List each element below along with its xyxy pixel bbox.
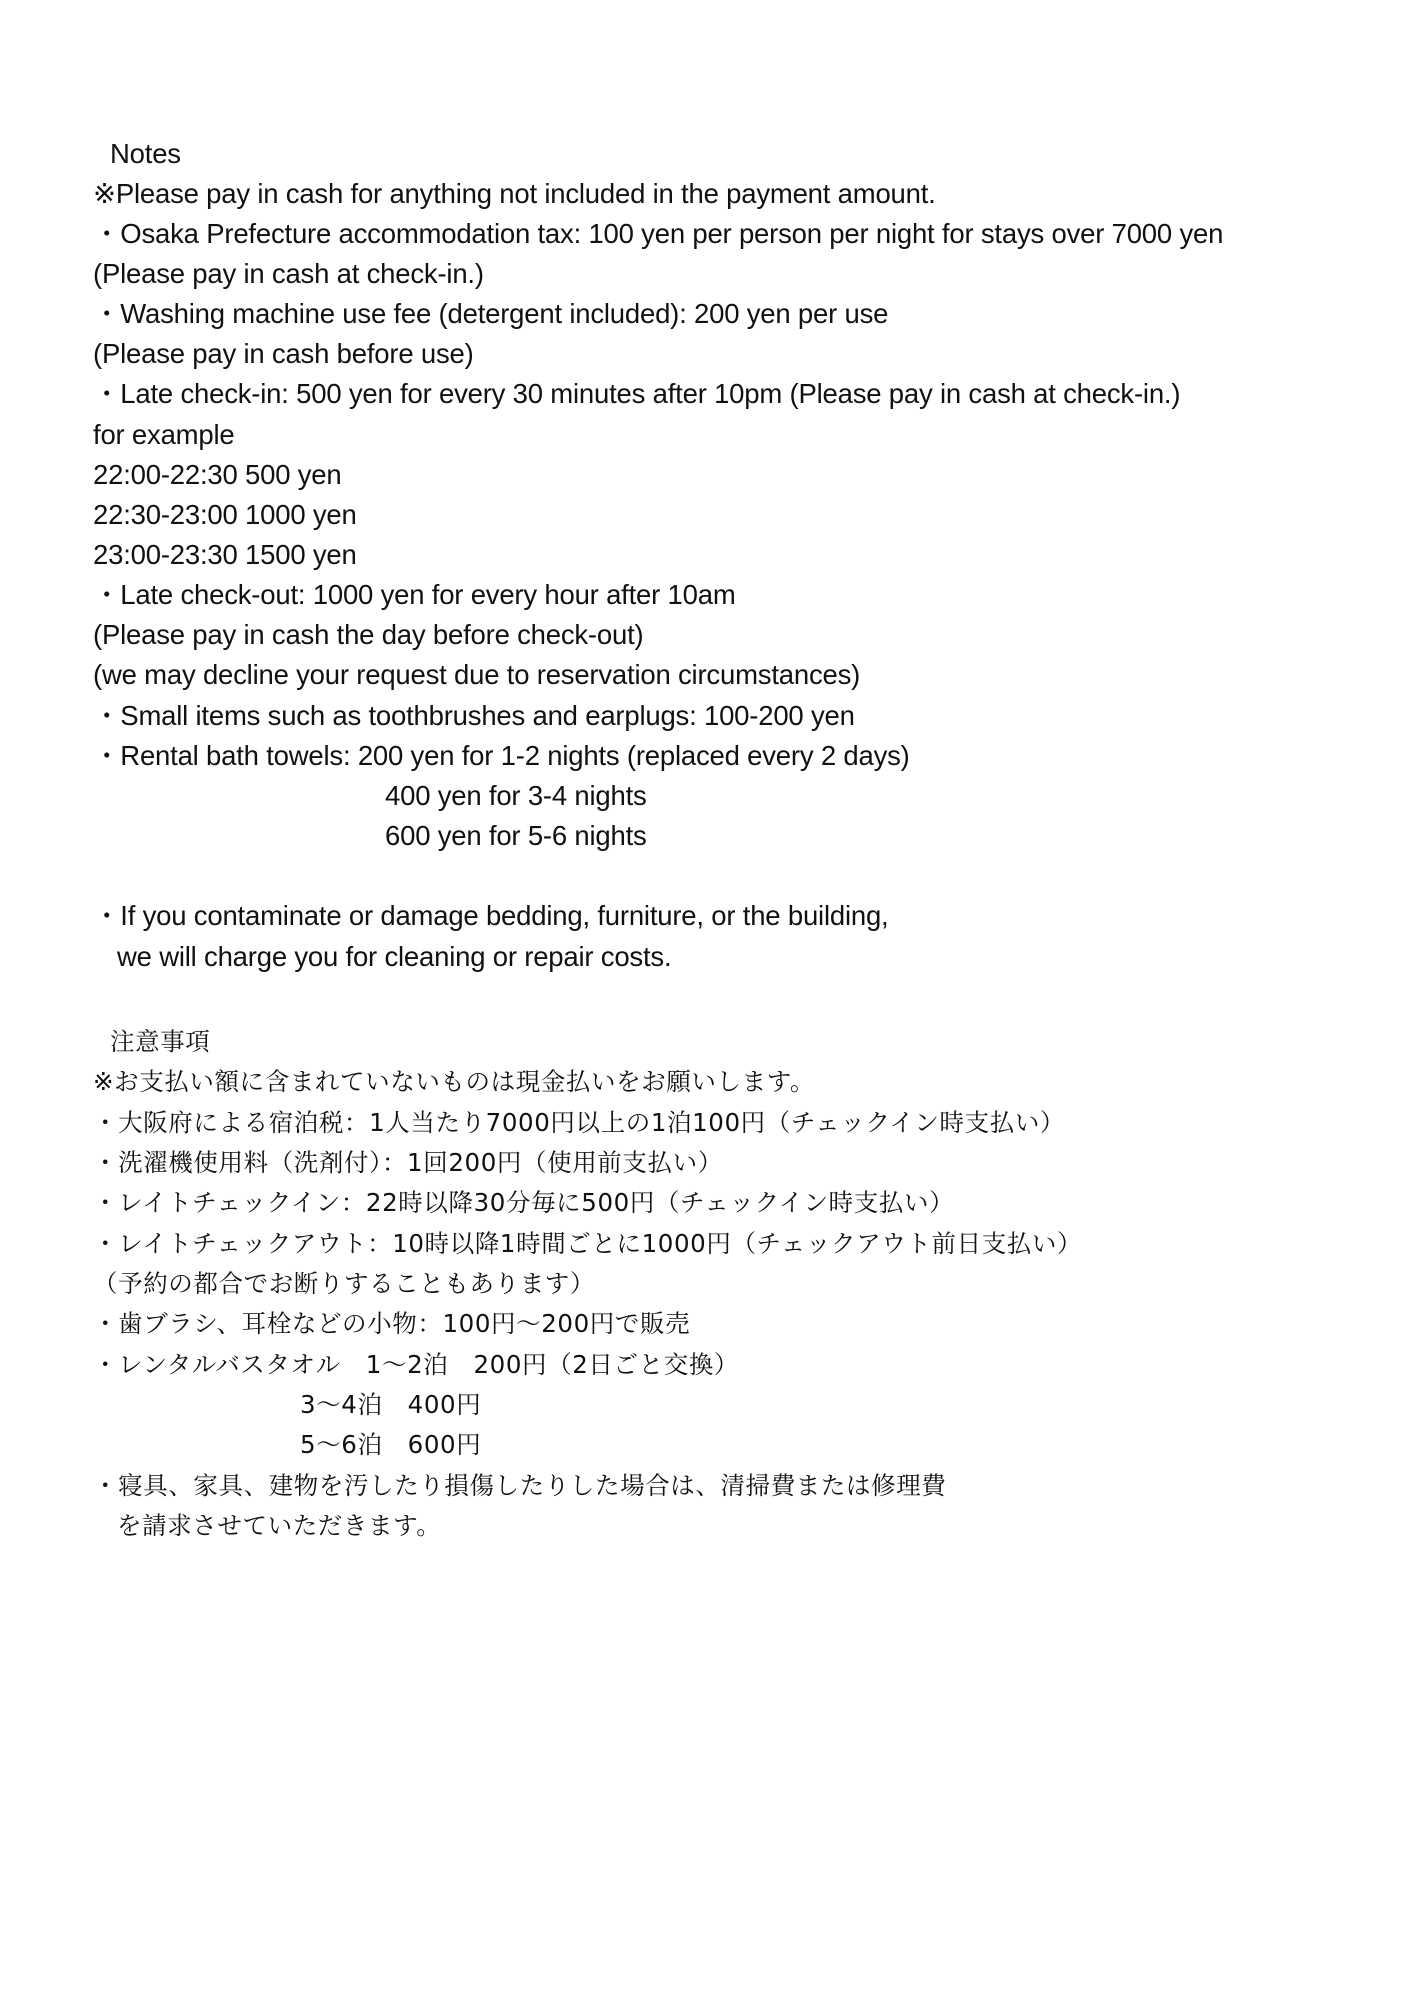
note-line-japanese: 3～4泊 400円 — [300, 1390, 482, 1419]
note-line: (Please pay in cash before use) — [93, 338, 474, 369]
note-line-japanese: ・レイトチェックアウト：10時以降1時間ごとに1000円（チェックアウト前日支払い） — [93, 1229, 1083, 1258]
note-line: 23:00-23:30 1500 yen — [93, 539, 357, 570]
note-line: 22:30-23:00 1000 yen — [93, 499, 357, 530]
note-line-japanese: を請求させていただきます。 — [117, 1511, 442, 1540]
note-line: (we may decline your request due to reservation circumstances) — [93, 659, 861, 690]
note-line: 22:00-22:30 500 yen — [93, 459, 342, 490]
note-line-japanese: （予約の都合でお断りすることもあります） — [93, 1269, 595, 1298]
note-line: ・Late check-out: 1000 yen for every hour after 10am — [93, 579, 736, 610]
notes-heading-japanese: 注意事項 — [110, 1027, 211, 1056]
note-line: ・Small items such as toothbrushes and earplugs: 100-200 yen — [93, 700, 855, 731]
note-line-japanese: ・大阪府による宿泊税：1人当たり7000円以上の1泊100円（チェックイン時支払い） — [93, 1108, 1066, 1137]
note-line-japanese: ・寝具、家具、建物を汚したり損傷したりした場合は、清掃費または修理費 — [93, 1471, 947, 1500]
note-line: ・Late check-in: 500 yen for every 30 minutes after 10pm (Please pay in cash at check-in.) — [93, 378, 1181, 409]
note-line: ※Please pay in cash for anything not included in the payment amount. — [93, 178, 936, 209]
note-line: we will charge you for cleaning or repair costs. — [117, 941, 672, 972]
note-line: ・Washing machine use fee (detergent included): 200 yen per use — [93, 298, 889, 329]
note-line-japanese: ・洗濯機使用料（洗剤付）：1回200円（使用前支払い） — [93, 1148, 723, 1177]
note-line: 600 yen for 5-6 nights — [385, 820, 647, 851]
note-line-japanese: ・レンタルバスタオル 1～2泊 200円（2日ごと交換） — [93, 1350, 740, 1379]
note-line: for example — [93, 419, 235, 450]
note-line: (Please pay in cash at check-in.) — [93, 258, 484, 289]
note-line: (Please pay in cash the day before check-out) — [93, 619, 644, 650]
note-line: ・If you contaminate or damage bedding, furniture, or the building, — [93, 900, 889, 931]
note-line: ・Rental bath towels: 200 yen for 1-2 nights (replaced every 2 days) — [93, 740, 910, 771]
note-line: ・Osaka Prefecture accommodation tax: 100 yen per person per night for stays over 7000 yen — [93, 218, 1224, 249]
note-line-japanese: ※お支払い額に含まれていないものは現金払いをお願いします。 — [93, 1067, 815, 1096]
note-line-japanese: 5～6泊 600円 — [300, 1430, 482, 1459]
notes-heading: Notes — [110, 138, 181, 169]
note-line: 400 yen for 3-4 nights — [385, 780, 647, 811]
note-line-japanese: ・歯ブラシ、耳栓などの小物：100円～200円で販売 — [93, 1309, 691, 1338]
note-line-japanese: ・レイトチェックイン：22時以降30分毎に500円（チェックイン時支払い） — [93, 1188, 955, 1217]
